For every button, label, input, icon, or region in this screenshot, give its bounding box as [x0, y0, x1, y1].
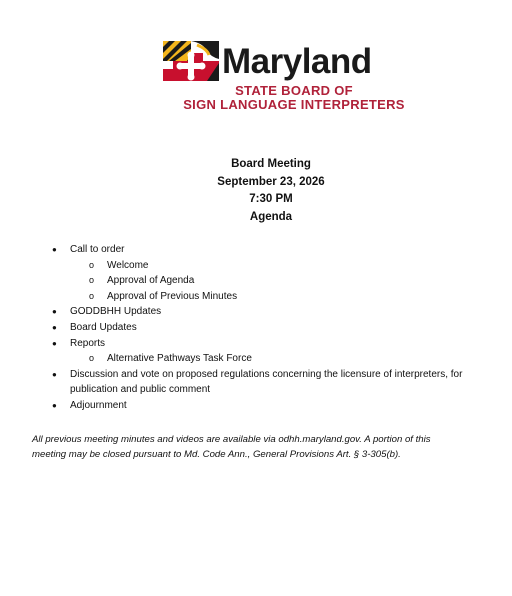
board-name — [0, 84, 512, 112]
agenda-item — [0, 304, 512, 320]
agenda-item-label: Discussion and vote on proposed regulations concerning the licensure of interpreters, for publication and public comment — [70, 368, 463, 396]
bullet-icon: ● — [52, 307, 57, 317]
agenda-subitem — [0, 351, 512, 367]
agenda-item — [0, 367, 512, 398]
sub-bullet-icon: o — [89, 259, 95, 270]
agenda-subitem — [0, 289, 512, 305]
agenda-item-label: GODDBHH Updates — [70, 306, 162, 318]
meeting-time: 7:30 PM — [249, 193, 293, 205]
maryland-wordmark: Maryland — [222, 41, 372, 81]
agenda-subitem-label: Welcome — [107, 259, 149, 271]
agenda-subitem-label: Approval of Agenda — [107, 275, 195, 287]
board-name-line-2: SIGN LANGUAGE INTERPRETERS — [183, 97, 405, 112]
agenda-item — [0, 242, 512, 258]
agenda-item — [0, 336, 512, 352]
bullet-icon: ● — [52, 338, 57, 348]
agenda-item-label: Board Updates — [70, 321, 137, 333]
maryland-flag-icon — [163, 41, 219, 81]
sub-bullet-icon: o — [89, 275, 95, 286]
agenda-subitem-label: Alternative Pathways Task Force — [107, 353, 252, 365]
sub-bullet-icon: o — [89, 353, 95, 364]
bullet-icon: ● — [52, 369, 57, 379]
agenda-subitem — [0, 258, 512, 274]
meeting-header — [0, 156, 512, 226]
agenda-item — [0, 398, 512, 414]
sub-bullet-icon: o — [89, 290, 95, 301]
agenda-item-label: Call to order — [70, 244, 125, 255]
agenda-item — [0, 320, 512, 336]
agenda-list — [0, 242, 512, 414]
agenda-subitem-label: Approval of Previous Minutes — [107, 290, 238, 302]
agenda-item-label: Adjournment — [70, 399, 127, 411]
maryland-logo — [163, 40, 372, 82]
bullet-icon: ● — [52, 245, 57, 254]
meeting-title: Board Meeting — [231, 158, 311, 170]
closed-session-note: All previous meeting minutes and videos are available via odhh.maryland.gov. A portion of this meeting may be closed pursuant to Md. Code Ann., General Provisions Art. § 3-305(b). — [32, 434, 431, 460]
bullet-icon: ● — [52, 322, 57, 332]
bullet-icon: ● — [52, 400, 57, 410]
agenda-subitem — [0, 273, 512, 289]
agenda-item-label: Reports — [70, 337, 106, 349]
board-name-line-1: STATE BOARD OF — [235, 83, 353, 98]
agenda-label: Agenda — [249, 210, 293, 223]
meeting-date: September 23, 2026 — [217, 175, 325, 188]
